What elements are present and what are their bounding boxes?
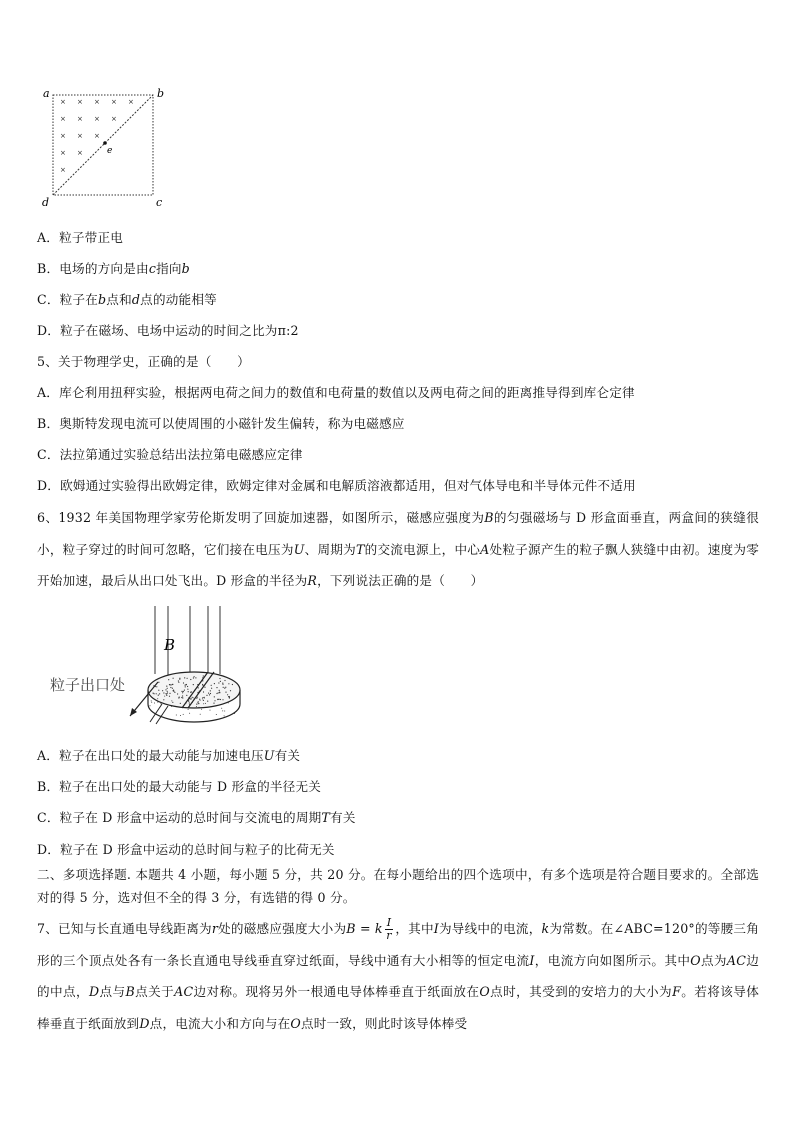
q6-option-b: B．粒子在出口处的最大动能与 D 形盒的半径无关 bbox=[37, 779, 322, 794]
disk-speckle bbox=[203, 675, 204, 676]
disk-speckle bbox=[171, 706, 172, 707]
disk-speckle bbox=[166, 695, 167, 696]
q6-option-d: D．粒子在 D 形盒中运动的总时间与粒子的比荷无关 bbox=[37, 842, 335, 857]
disk-speckle bbox=[214, 700, 215, 701]
disk-speckle bbox=[164, 696, 165, 697]
q7-stem: 7、已知与长直通电导线距离为r处的磁感应强度大小为B = k $\frac{I}{r}$ ，其中I为导线中的电流，k为常数。在∠ABC=120°的等腰三角形的三个顶点处各有一条长直通电导线垂直穿过纸面，导线中通有大小相等的恒定电流I，电流方向如图所示。其中O点为AC边的中点，D点与B点关于AC边对称。现将另外一根通电导体棒垂直于纸面放在O点时，其受到的安培力的大小为F。若将该导体棒垂直于纸面放到D点，电流大小和方向与在O点时一致，则此时该导体棒受 bbox=[37, 916, 760, 1031]
field-x-mark: × bbox=[77, 132, 83, 140]
disk-speckle bbox=[180, 703, 181, 704]
disk-speckle bbox=[203, 700, 204, 701]
field-x-mark: × bbox=[94, 115, 100, 123]
disk-speckle bbox=[198, 703, 199, 704]
disk-speckle bbox=[223, 687, 224, 688]
disk-speckle bbox=[216, 714, 217, 715]
disk-speckle bbox=[203, 691, 204, 692]
disk-speckle bbox=[210, 690, 211, 691]
disk-speckle bbox=[190, 692, 191, 693]
disk-speckle bbox=[197, 697, 198, 698]
disk-speckle bbox=[219, 692, 220, 693]
disk-speckle bbox=[196, 704, 197, 705]
q6-option-a: A．粒子在出口处的最大动能与加速电压U有关 bbox=[37, 748, 301, 763]
disk-speckle bbox=[228, 683, 229, 684]
disk-speckle bbox=[165, 689, 166, 690]
disk-speckle bbox=[184, 690, 185, 691]
disk-speckle bbox=[178, 682, 179, 683]
field-x-mark: × bbox=[77, 115, 83, 123]
disk-speckle bbox=[158, 682, 159, 683]
disk-speckle bbox=[224, 680, 225, 681]
field-x-mark: × bbox=[94, 98, 100, 106]
q6-stem: 6、1932 年美国物理学家劳伦斯发明了回旋加速器，如图所示，磁感应强度为B的匀强磁场与 D 形盒面垂直，两盒间的狭缝很小，粒子穿过的时间可忽略，它们接在电压为U、周期为T的交流电源上，中心A处粒子源产生的粒子飘人狭缝中由初。速度为零开始加速，最后从出口处飞出。D 形盒的半径为R，下列说法正确的是（ ） bbox=[37, 510, 759, 588]
disk-speckle bbox=[172, 688, 173, 689]
disk-speckle bbox=[156, 686, 157, 687]
disk-speckle bbox=[186, 695, 187, 696]
disk-speckle bbox=[167, 691, 168, 692]
disk-speckle bbox=[205, 703, 206, 704]
disk-speckle bbox=[202, 684, 203, 685]
field-x-mark: × bbox=[60, 166, 66, 174]
disk-speckle bbox=[193, 697, 194, 698]
disk-speckle bbox=[206, 695, 207, 696]
disk-speckle bbox=[183, 682, 184, 683]
disk-speckle bbox=[218, 699, 219, 700]
disk-speckle bbox=[198, 687, 199, 688]
label-d: d bbox=[42, 196, 50, 209]
disk-speckle bbox=[190, 699, 191, 700]
disk-speckle bbox=[189, 702, 190, 703]
field-x-mark: × bbox=[94, 132, 100, 140]
disk-speckle bbox=[232, 684, 233, 685]
disk-speckle bbox=[218, 682, 219, 683]
disk-speckle bbox=[220, 681, 221, 682]
q4-option-c: C．粒子在b点和d点的动能相等 bbox=[37, 292, 217, 307]
disk-speckle bbox=[180, 715, 181, 716]
field-x-mark: × bbox=[77, 149, 83, 157]
disk-speckle bbox=[183, 691, 184, 692]
label-b: b bbox=[157, 87, 165, 100]
disk-speckle bbox=[160, 703, 161, 704]
disk-speckle bbox=[198, 701, 199, 702]
q4-option-a: A．粒子带正电 bbox=[37, 230, 124, 245]
disk-speckle bbox=[156, 693, 157, 694]
disk-speckle bbox=[227, 694, 228, 695]
magnetic-field-marks bbox=[60, 98, 134, 174]
disk-speckle bbox=[214, 696, 215, 697]
disk-speckle bbox=[157, 702, 158, 703]
disk-speckle bbox=[224, 715, 225, 716]
disk-speckle bbox=[219, 678, 220, 679]
disk-speckle bbox=[163, 692, 164, 693]
disk-speckle bbox=[178, 680, 179, 681]
disk-speckle bbox=[176, 715, 177, 716]
disk-speckle bbox=[222, 684, 223, 685]
q4-option-b: B．电场的方向是由c指向b bbox=[37, 261, 190, 276]
disk-speckle bbox=[169, 684, 170, 685]
disk-speckle bbox=[188, 691, 189, 692]
square-field-figure bbox=[38, 85, 168, 210]
field-x-mark: × bbox=[77, 98, 83, 106]
q5-option-b: B．奥斯特发现电流可以使周围的小磁针发生偏转，称为电磁感应 bbox=[37, 416, 405, 431]
disk-speckle bbox=[172, 702, 173, 703]
disk-speckle bbox=[222, 683, 223, 684]
disk-speckle bbox=[217, 699, 218, 700]
disk-speckle bbox=[173, 678, 174, 679]
q5-stem: 5、关于物理学史，正确的是（ ） bbox=[37, 354, 250, 369]
disk-speckle bbox=[193, 684, 194, 685]
disk-speckle bbox=[216, 693, 217, 694]
disk-speckle bbox=[201, 709, 202, 710]
q4-option-d: D．粒子在磁场、电场中运动的时间之比为π:2 bbox=[37, 323, 299, 338]
disk-speckle bbox=[195, 677, 196, 678]
disk-speckle bbox=[154, 693, 155, 694]
disk-speckle bbox=[189, 713, 190, 714]
disk-speckle bbox=[225, 692, 226, 693]
disk-speckle bbox=[192, 697, 193, 698]
section-2-instructions: 二、多项选择题. 本题共 4 小题，每小题 5 分，共 20 分。在每小题给出的四个选项中，有多个选项是符合题目要求的。全部选对的得 5 分，选对但不全的得 3 分，有选错的得 0 分。 bbox=[37, 867, 759, 905]
disk-speckle bbox=[157, 698, 158, 699]
disk-speckle bbox=[178, 697, 179, 698]
disk-speckle bbox=[185, 685, 186, 686]
disk-speckle bbox=[221, 708, 222, 709]
disk-speckle bbox=[213, 703, 214, 704]
formula-fraction: $\frac{I}{r}$ bbox=[386, 916, 392, 942]
q6-option-c: C．粒子在 D 形盒中运动的总时间与交流电的周期T有关 bbox=[37, 810, 356, 825]
disk-speckle bbox=[160, 702, 161, 703]
disk-speckle bbox=[153, 693, 154, 694]
disk-speckle bbox=[159, 693, 160, 694]
field-label-B: B bbox=[164, 636, 176, 654]
disk-speckle bbox=[211, 688, 212, 689]
field-x-mark: × bbox=[111, 98, 117, 106]
disk-speckle bbox=[187, 689, 188, 690]
disk-speckle bbox=[151, 702, 152, 703]
disk-speckle bbox=[211, 685, 212, 686]
disk-speckle bbox=[162, 690, 163, 691]
disk-speckle bbox=[210, 693, 211, 694]
disk-speckle bbox=[230, 690, 231, 691]
disk-speckle bbox=[163, 699, 164, 700]
disk-speckle bbox=[234, 713, 235, 714]
disk-speckle bbox=[179, 678, 180, 679]
disk-speckle bbox=[200, 700, 201, 701]
disk-speckle bbox=[151, 700, 152, 701]
disk-speckle bbox=[187, 678, 188, 679]
disk-speckle bbox=[183, 714, 184, 715]
disk-speckle bbox=[166, 693, 167, 694]
exit-label: 粒子出口处 bbox=[50, 677, 126, 694]
disk-speckle bbox=[172, 684, 173, 685]
q5-option-c: C．法拉第通过实验总结出法拉第电磁感应定律 bbox=[37, 447, 303, 462]
disk-speckle bbox=[169, 696, 170, 697]
disk-speckle bbox=[168, 679, 169, 680]
disk-speckle bbox=[158, 690, 159, 691]
disk-speckle bbox=[190, 679, 191, 680]
field-x-mark: × bbox=[128, 98, 134, 106]
disk-speckle bbox=[181, 697, 182, 698]
disk-speckle bbox=[158, 695, 159, 696]
label-a: a bbox=[43, 87, 50, 100]
disk-speckle bbox=[191, 691, 192, 692]
disk-speckle bbox=[204, 697, 205, 698]
disk-speckle bbox=[196, 698, 197, 699]
disk-speckle bbox=[173, 690, 174, 691]
disk-speckle bbox=[228, 702, 229, 703]
disk-speckle bbox=[203, 703, 204, 704]
disk-speckle bbox=[184, 677, 185, 678]
disk-speckle bbox=[228, 696, 229, 697]
disk-speckle bbox=[194, 676, 195, 677]
disk-speckle bbox=[171, 684, 172, 685]
disk-speckle bbox=[207, 701, 208, 702]
disk-speckle bbox=[150, 705, 151, 706]
disk-speckle bbox=[209, 694, 210, 695]
disk-speckle bbox=[186, 684, 187, 685]
disk-speckle bbox=[166, 686, 167, 687]
disk-speckle bbox=[225, 687, 226, 688]
disk-speckle bbox=[167, 692, 168, 693]
disk-speckle bbox=[210, 710, 211, 711]
disk-speckle bbox=[185, 686, 186, 687]
disk-speckle bbox=[202, 697, 203, 698]
field-x-mark: × bbox=[111, 115, 117, 123]
disk-speckle bbox=[169, 693, 170, 694]
disk-speckle bbox=[181, 691, 182, 692]
disk-speckle bbox=[224, 688, 225, 689]
disk-speckle bbox=[182, 695, 183, 696]
disk-speckle bbox=[200, 714, 201, 715]
disk-speckle bbox=[224, 711, 225, 712]
field-x-mark: × bbox=[60, 149, 66, 157]
label-c: c bbox=[156, 196, 163, 209]
disk-speckle bbox=[219, 690, 220, 691]
disk-speckle bbox=[167, 688, 168, 689]
disk-speckle bbox=[187, 686, 188, 687]
disk-speckle bbox=[222, 699, 223, 700]
disk-speckle bbox=[199, 699, 200, 700]
disk-speckle bbox=[170, 687, 171, 688]
disk-speckle bbox=[171, 700, 172, 701]
disk-speckle bbox=[193, 677, 194, 678]
field-x-mark: × bbox=[60, 98, 66, 106]
label-e: e bbox=[107, 146, 113, 156]
disk-speckle bbox=[182, 692, 183, 693]
disk-speckle bbox=[208, 693, 209, 694]
disk-speckle bbox=[188, 701, 189, 702]
disk-speckle bbox=[199, 707, 200, 708]
disk-speckle bbox=[196, 706, 197, 707]
disk-speckle bbox=[220, 699, 221, 700]
disk-speckle bbox=[204, 687, 205, 688]
disk-speckle bbox=[218, 692, 219, 693]
cyclotron-figure bbox=[50, 604, 250, 736]
disk-speckle bbox=[229, 697, 230, 698]
disk-speckle bbox=[222, 710, 223, 711]
disk-speckle bbox=[202, 698, 203, 699]
disk-speckle bbox=[216, 687, 217, 688]
q5-option-d: D．欧姆通过实验得出欧姆定律，欧姆定律对金属和电解质溶液都适用，但对气体导电和半导体元件不适用 bbox=[37, 478, 636, 493]
disk-speckle bbox=[174, 692, 175, 693]
disk-speckle bbox=[154, 703, 155, 704]
disk-speckle bbox=[214, 683, 215, 684]
field-x-mark: × bbox=[60, 132, 66, 140]
disk-speckle bbox=[188, 709, 189, 710]
disk-speckle bbox=[177, 693, 178, 694]
field-x-mark: × bbox=[60, 115, 66, 123]
q5-option-a: A．库仑利用扭秤实验，根据两电荷之间力的数值和电荷量的数值以及两电荷之间的距离推导得到库仑定律 bbox=[37, 385, 635, 400]
